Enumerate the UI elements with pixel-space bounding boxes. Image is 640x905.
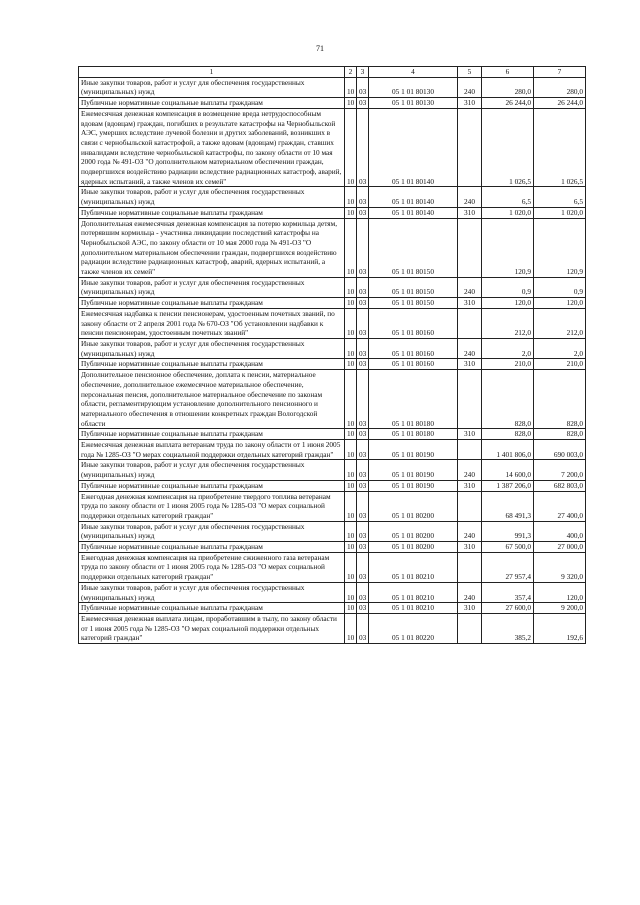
table-row bbox=[79, 207, 586, 218]
cell-amount-year-1: 120,0 bbox=[482, 298, 534, 309]
cell-amount-year-1: 210,0 bbox=[482, 359, 534, 370]
cell-description: Иные закупки товаров, работ и услуг для обеспечения государственных (муниципальных) нужд bbox=[79, 77, 345, 97]
cell-section: 10 bbox=[345, 298, 357, 309]
cell-description: Иные закупки товаров, работ и услуг для обеспечения государственных (муниципальных) нужд bbox=[79, 521, 345, 541]
cell-amount-year-1: 14 600,0 bbox=[482, 460, 534, 480]
cell-amount-year-2: 682 803,0 bbox=[534, 480, 586, 491]
cell-amount-year-2: 9 320,0 bbox=[534, 552, 586, 582]
cell-expense-type: 310 bbox=[458, 542, 482, 553]
table-row bbox=[79, 359, 586, 370]
table-row bbox=[79, 77, 586, 97]
cell-subsection: 03 bbox=[357, 298, 369, 309]
cell-amount-year-1: 1 401 806,0 bbox=[482, 440, 534, 460]
cell-target-article: 05 1 01 80190 bbox=[369, 440, 458, 460]
cell-section: 10 bbox=[345, 429, 357, 440]
cell-target-article: 05 1 01 80140 bbox=[369, 207, 458, 218]
cell-amount-year-2: 6,5 bbox=[534, 187, 586, 207]
table-row bbox=[79, 429, 586, 440]
cell-amount-year-2: 192,6 bbox=[534, 613, 586, 643]
table-row bbox=[79, 552, 586, 582]
cell-subsection: 03 bbox=[357, 98, 369, 109]
cell-section: 10 bbox=[345, 207, 357, 218]
cell-amount-year-1: 357,4 bbox=[482, 582, 534, 602]
cell-section: 10 bbox=[345, 98, 357, 109]
cell-section: 10 bbox=[345, 603, 357, 614]
cell-amount-year-1: 120,9 bbox=[482, 218, 534, 277]
table-row bbox=[79, 98, 586, 109]
cell-target-article: 05 1 01 80150 bbox=[369, 298, 458, 309]
cell-target-article: 05 1 01 80200 bbox=[369, 521, 458, 541]
cell-subsection: 03 bbox=[357, 108, 369, 187]
cell-expense-type bbox=[458, 370, 482, 429]
cell-amount-year-1: 27 600,0 bbox=[482, 603, 534, 614]
cell-description: Публичные нормативные социальные выплаты гражданам bbox=[79, 207, 345, 218]
cell-target-article: 05 1 01 80180 bbox=[369, 429, 458, 440]
cell-section: 10 bbox=[345, 440, 357, 460]
table-row bbox=[79, 542, 586, 553]
cell-amount-year-2: 1 020,0 bbox=[534, 207, 586, 218]
cell-target-article: 05 1 01 80210 bbox=[369, 603, 458, 614]
cell-subsection: 03 bbox=[357, 308, 369, 338]
cell-target-article: 05 1 01 80190 bbox=[369, 460, 458, 480]
cell-expense-type bbox=[458, 108, 482, 187]
cell-section: 10 bbox=[345, 108, 357, 187]
table-header-row bbox=[79, 67, 586, 78]
cell-amount-year-1: 1 026,5 bbox=[482, 108, 534, 187]
cell-amount-year-1: 27 957,4 bbox=[482, 552, 534, 582]
header-cell: 6 bbox=[482, 67, 534, 78]
cell-section: 10 bbox=[345, 338, 357, 358]
cell-subsection: 03 bbox=[357, 207, 369, 218]
cell-expense-type bbox=[458, 218, 482, 277]
table-row bbox=[79, 277, 586, 297]
table-row bbox=[79, 440, 586, 460]
cell-amount-year-2: 120,0 bbox=[534, 582, 586, 602]
cell-expense-type: 240 bbox=[458, 521, 482, 541]
table-row bbox=[79, 338, 586, 358]
cell-subsection: 03 bbox=[357, 613, 369, 643]
cell-expense-type bbox=[458, 491, 482, 521]
cell-amount-year-1: 1 020,0 bbox=[482, 207, 534, 218]
cell-subsection: 03 bbox=[357, 338, 369, 358]
table-row bbox=[79, 218, 586, 277]
cell-amount-year-1: 385,2 bbox=[482, 613, 534, 643]
cell-description: Ежемесячная денежная компенсация в возмещение вреда нетрудоспособным вдовам (вдовцам) граждан, погибших в результате катастрофы на Чернобыльской АЭС, умерших вследствие лучевой болезни и других заболеваний, возникших в связи с чернобыльской катастрофой, а также вдовам (вдовцам) граждан, ставших инвалидами вследствие чернобыльской катастрофы, по закону области от 10 мая 2000 года № 491-ОЗ "О дополнительном материальном обеспечении граждан, подвергшихся воздействию радиации вследствие радиационных катастроф, аварий, ядерных испытаний, а также членов их семей" bbox=[79, 108, 345, 187]
table-row bbox=[79, 491, 586, 521]
cell-section: 10 bbox=[345, 460, 357, 480]
cell-amount-year-1: 991,3 bbox=[482, 521, 534, 541]
cell-expense-type: 240 bbox=[458, 187, 482, 207]
table-row bbox=[79, 521, 586, 541]
cell-amount-year-2: 9 200,0 bbox=[534, 603, 586, 614]
cell-expense-type bbox=[458, 308, 482, 338]
cell-description: Публичные нормативные социальные выплаты гражданам bbox=[79, 429, 345, 440]
cell-amount-year-1: 828,0 bbox=[482, 429, 534, 440]
cell-section: 10 bbox=[345, 480, 357, 491]
cell-target-article: 05 1 01 80130 bbox=[369, 98, 458, 109]
cell-amount-year-2: 7 200,0 bbox=[534, 460, 586, 480]
cell-target-article: 05 1 01 80150 bbox=[369, 218, 458, 277]
cell-amount-year-1: 2,0 bbox=[482, 338, 534, 358]
cell-description: Публичные нормативные социальные выплаты гражданам bbox=[79, 359, 345, 370]
cell-target-article: 05 1 01 80160 bbox=[369, 338, 458, 358]
cell-target-article: 05 1 01 80220 bbox=[369, 613, 458, 643]
cell-section: 10 bbox=[345, 187, 357, 207]
cell-amount-year-2: 0,9 bbox=[534, 277, 586, 297]
table-row bbox=[79, 480, 586, 491]
cell-expense-type bbox=[458, 440, 482, 460]
cell-amount-year-2: 690 003,0 bbox=[534, 440, 586, 460]
cell-description: Иные закупки товаров, работ и услуг для обеспечения государственных (муниципальных) нужд bbox=[79, 460, 345, 480]
cell-amount-year-1: 828,0 bbox=[482, 370, 534, 429]
cell-target-article: 05 1 01 80190 bbox=[369, 480, 458, 491]
cell-amount-year-1: 280,0 bbox=[482, 77, 534, 97]
cell-section: 10 bbox=[345, 582, 357, 602]
cell-amount-year-2: 1 026,5 bbox=[534, 108, 586, 187]
table-row bbox=[79, 187, 586, 207]
cell-amount-year-1: 26 244,0 bbox=[482, 98, 534, 109]
cell-description: Публичные нормативные социальные выплаты гражданам bbox=[79, 480, 345, 491]
cell-description: Ежегодная денежная компенсация на приобретение сжиженного газа ветеранам труда по закону области от 1 июня 2005 года № 1285-ОЗ "О мерах социальной поддержки отдельных категорий граждан" bbox=[79, 552, 345, 582]
table-row bbox=[79, 460, 586, 480]
cell-subsection: 03 bbox=[357, 582, 369, 602]
cell-expense-type: 240 bbox=[458, 338, 482, 358]
table-row bbox=[79, 108, 586, 187]
cell-target-article: 05 1 01 80150 bbox=[369, 277, 458, 297]
cell-description: Ежемесячная денежная выплата ветеранам труда по закону области от 1 июня 2005 года № 1285-ОЗ "О мерах социальной поддержки отдельных категорий граждан" bbox=[79, 440, 345, 460]
cell-description: Публичные нормативные социальные выплаты гражданам bbox=[79, 98, 345, 109]
cell-subsection: 03 bbox=[357, 218, 369, 277]
cell-expense-type: 240 bbox=[458, 277, 482, 297]
cell-target-article: 05 1 01 80140 bbox=[369, 187, 458, 207]
budget-table bbox=[78, 66, 586, 644]
cell-amount-year-1: 67 500,0 bbox=[482, 542, 534, 553]
cell-target-article: 05 1 01 80210 bbox=[369, 552, 458, 582]
cell-expense-type: 310 bbox=[458, 359, 482, 370]
cell-subsection: 03 bbox=[357, 542, 369, 553]
cell-amount-year-2: 120,0 bbox=[534, 298, 586, 309]
cell-amount-year-2: 210,0 bbox=[534, 359, 586, 370]
cell-expense-type: 310 bbox=[458, 207, 482, 218]
cell-subsection: 03 bbox=[357, 429, 369, 440]
header-cell: 2 bbox=[345, 67, 357, 78]
cell-description: Публичные нормативные социальные выплаты гражданам bbox=[79, 542, 345, 553]
cell-amount-year-1: 68 491,3 bbox=[482, 491, 534, 521]
cell-target-article: 05 1 01 80200 bbox=[369, 542, 458, 553]
cell-amount-year-1: 0,9 bbox=[482, 277, 534, 297]
cell-section: 10 bbox=[345, 370, 357, 429]
header-cell: 7 bbox=[534, 67, 586, 78]
cell-description: Публичные нормативные социальные выплаты гражданам bbox=[79, 298, 345, 309]
cell-amount-year-2: 27 000,0 bbox=[534, 542, 586, 553]
cell-amount-year-2: 400,0 bbox=[534, 521, 586, 541]
cell-description: Ежегодная денежная компенсация на приобретение твердого топлива ветеранам труда по закону области от 1 июня 2005 года № 1285-ОЗ "О мерах социальной поддержки отдельных категорий граждан" bbox=[79, 491, 345, 521]
cell-expense-type: 240 bbox=[458, 582, 482, 602]
cell-subsection: 03 bbox=[357, 521, 369, 541]
table-row bbox=[79, 370, 586, 429]
cell-description: Иные закупки товаров, работ и услуг для обеспечения государственных (муниципальных) нужд bbox=[79, 338, 345, 358]
cell-expense-type: 310 bbox=[458, 98, 482, 109]
header-cell: 5 bbox=[458, 67, 482, 78]
cell-section: 10 bbox=[345, 218, 357, 277]
cell-description: Иные закупки товаров, работ и услуг для обеспечения государственных (муниципальных) нужд bbox=[79, 582, 345, 602]
cell-subsection: 03 bbox=[357, 77, 369, 97]
cell-amount-year-2: 212,0 bbox=[534, 308, 586, 338]
cell-subsection: 03 bbox=[357, 359, 369, 370]
cell-expense-type: 310 bbox=[458, 480, 482, 491]
cell-subsection: 03 bbox=[357, 603, 369, 614]
cell-amount-year-2: 27 400,0 bbox=[534, 491, 586, 521]
table-row bbox=[79, 308, 586, 338]
cell-section: 10 bbox=[345, 77, 357, 97]
cell-expense-type: 310 bbox=[458, 298, 482, 309]
cell-target-article: 05 1 01 80200 bbox=[369, 491, 458, 521]
cell-subsection: 03 bbox=[357, 370, 369, 429]
cell-section: 10 bbox=[345, 491, 357, 521]
cell-section: 10 bbox=[345, 542, 357, 553]
cell-amount-year-2: 120,9 bbox=[534, 218, 586, 277]
cell-expense-type: 240 bbox=[458, 77, 482, 97]
cell-expense-type: 310 bbox=[458, 429, 482, 440]
header-cell: 1 bbox=[79, 67, 345, 78]
cell-target-article: 05 1 01 80180 bbox=[369, 370, 458, 429]
page-number: 71 bbox=[316, 44, 324, 53]
cell-target-article: 05 1 01 80160 bbox=[369, 359, 458, 370]
cell-description: Иные закупки товаров, работ и услуг для обеспечения государственных (муниципальных) нужд bbox=[79, 187, 345, 207]
table-row bbox=[79, 582, 586, 602]
cell-subsection: 03 bbox=[357, 440, 369, 460]
cell-section: 10 bbox=[345, 613, 357, 643]
cell-expense-type bbox=[458, 613, 482, 643]
cell-amount-year-1: 6,5 bbox=[482, 187, 534, 207]
cell-description: Дополнительная ежемесячная денежная компенсация за потерю кормильца детям, потерявшим кормильца - участника ликвидации последствий катастрофы на Чернобыльской АЭС, по закону области от 10 мая 2000 года № 491-ОЗ "О дополнительном материальном обеспечении граждан, подвергшихся воздействию радиации вследствие радиационных катастроф, аварий, ядерных испытаний, а также членов их семей" bbox=[79, 218, 345, 277]
cell-description: Ежемесячная надбавка к пенсии пенсионерам, удостоенным почетных званий, по закону области от 2 апреля 2001 года № 670-ОЗ "Об установлении надбавки к пенсии пенсионерам, удостоенным почетных званий" bbox=[79, 308, 345, 338]
table-row bbox=[79, 613, 586, 643]
cell-expense-type: 310 bbox=[458, 603, 482, 614]
cell-description: Ежемесячная денежная выплата лицам, проработавшим в тылу, по закону области от 1 июня 2005 года № 1285-ОЗ "О мерах социальной поддержки отдельных категорий граждан" bbox=[79, 613, 345, 643]
cell-amount-year-2: 828,0 bbox=[534, 429, 586, 440]
cell-subsection: 03 bbox=[357, 460, 369, 480]
cell-amount-year-1: 1 387 206,0 bbox=[482, 480, 534, 491]
cell-section: 10 bbox=[345, 552, 357, 582]
cell-section: 10 bbox=[345, 521, 357, 541]
header-cell: 3 bbox=[357, 67, 369, 78]
cell-subsection: 03 bbox=[357, 480, 369, 491]
cell-description: Дополнительное пенсионное обеспечение, доплата к пенсии, материальное обеспечение, дополнительное ежемесячное материальное обеспечение, персональная пенсия, дополнительное материальное обеспечение по законам области, регламентирующим установление дополнительного пенсионного и материального обеспечения в отношении конкретных граждан Вологодской области bbox=[79, 370, 345, 429]
cell-amount-year-2: 828,0 bbox=[534, 370, 586, 429]
cell-subsection: 03 bbox=[357, 187, 369, 207]
cell-section: 10 bbox=[345, 277, 357, 297]
table-row bbox=[79, 298, 586, 309]
cell-description: Публичные нормативные социальные выплаты гражданам bbox=[79, 603, 345, 614]
cell-section: 10 bbox=[345, 308, 357, 338]
cell-amount-year-1: 212,0 bbox=[482, 308, 534, 338]
cell-expense-type: 240 bbox=[458, 460, 482, 480]
header-cell: 4 bbox=[369, 67, 458, 78]
cell-target-article: 05 1 01 80140 bbox=[369, 108, 458, 187]
cell-amount-year-2: 2,0 bbox=[534, 338, 586, 358]
cell-subsection: 03 bbox=[357, 277, 369, 297]
cell-description: Иные закупки товаров, работ и услуг для обеспечения государственных (муниципальных) нужд bbox=[79, 277, 345, 297]
cell-target-article: 05 1 01 80210 bbox=[369, 582, 458, 602]
cell-subsection: 03 bbox=[357, 552, 369, 582]
cell-target-article: 05 1 01 80160 bbox=[369, 308, 458, 338]
table-row bbox=[79, 603, 586, 614]
cell-amount-year-2: 280,0 bbox=[534, 77, 586, 97]
cell-expense-type bbox=[458, 552, 482, 582]
cell-section: 10 bbox=[345, 359, 357, 370]
cell-amount-year-2: 26 244,0 bbox=[534, 98, 586, 109]
cell-subsection: 03 bbox=[357, 491, 369, 521]
cell-target-article: 05 1 01 80130 bbox=[369, 77, 458, 97]
